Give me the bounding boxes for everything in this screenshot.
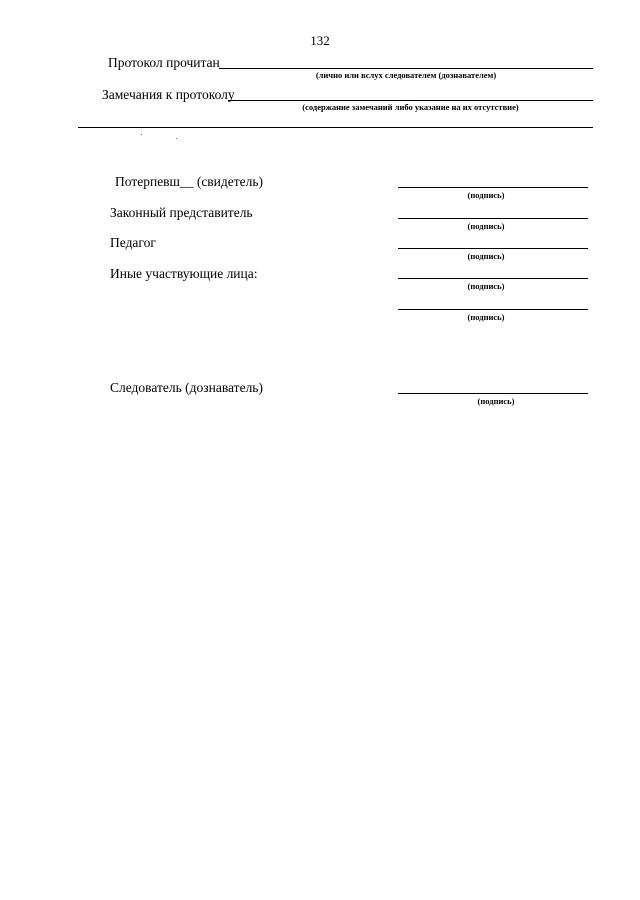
legal-representative-signature-line[interactable] [398, 218, 588, 219]
page-number: 132 [310, 33, 330, 48]
legal-representative-label: Законный представитель [110, 205, 253, 220]
remarks-label: Замечания к протоколу [102, 87, 235, 102]
investigator-signature-caption: (подпись) [477, 396, 515, 406]
victim-witness-label: Потерпевш__ (свидетель) [115, 174, 264, 189]
investigator-signature-line[interactable] [398, 393, 588, 394]
protocol-read-caption: (лично или вслух следователем (дознавателем) [315, 70, 497, 80]
victim-witness-signature-line[interactable] [398, 187, 588, 188]
investigator-label: Следователь (дознаватель) [110, 380, 263, 395]
protocol-read-line[interactable] [219, 68, 593, 69]
other-participants-signature-line-2[interactable] [398, 309, 588, 310]
scan-dot [176, 138, 177, 139]
other-participants-signature-line[interactable] [398, 278, 588, 279]
other-participants-signature-caption-2: (подпись) [467, 312, 505, 322]
remarks-continuation-line[interactable] [78, 127, 593, 128]
scan-dot [141, 134, 142, 135]
legal-representative-signature-caption: (подпись) [467, 221, 505, 231]
teacher-label: Педагог [110, 235, 156, 250]
teacher-signature-caption: (подпись) [467, 251, 505, 261]
other-participants-label: Иные участвующие лица: [110, 266, 258, 281]
teacher-signature-line[interactable] [398, 248, 588, 249]
victim-witness-signature-caption: (подпись) [467, 190, 505, 200]
remarks-caption: (содержание замечаний либо указание на их отсутствие) [302, 102, 519, 112]
protocol-read-label: Протокол прочитан [108, 55, 220, 70]
remarks-line[interactable] [228, 100, 593, 101]
other-participants-signature-caption: (подпись) [467, 281, 505, 291]
